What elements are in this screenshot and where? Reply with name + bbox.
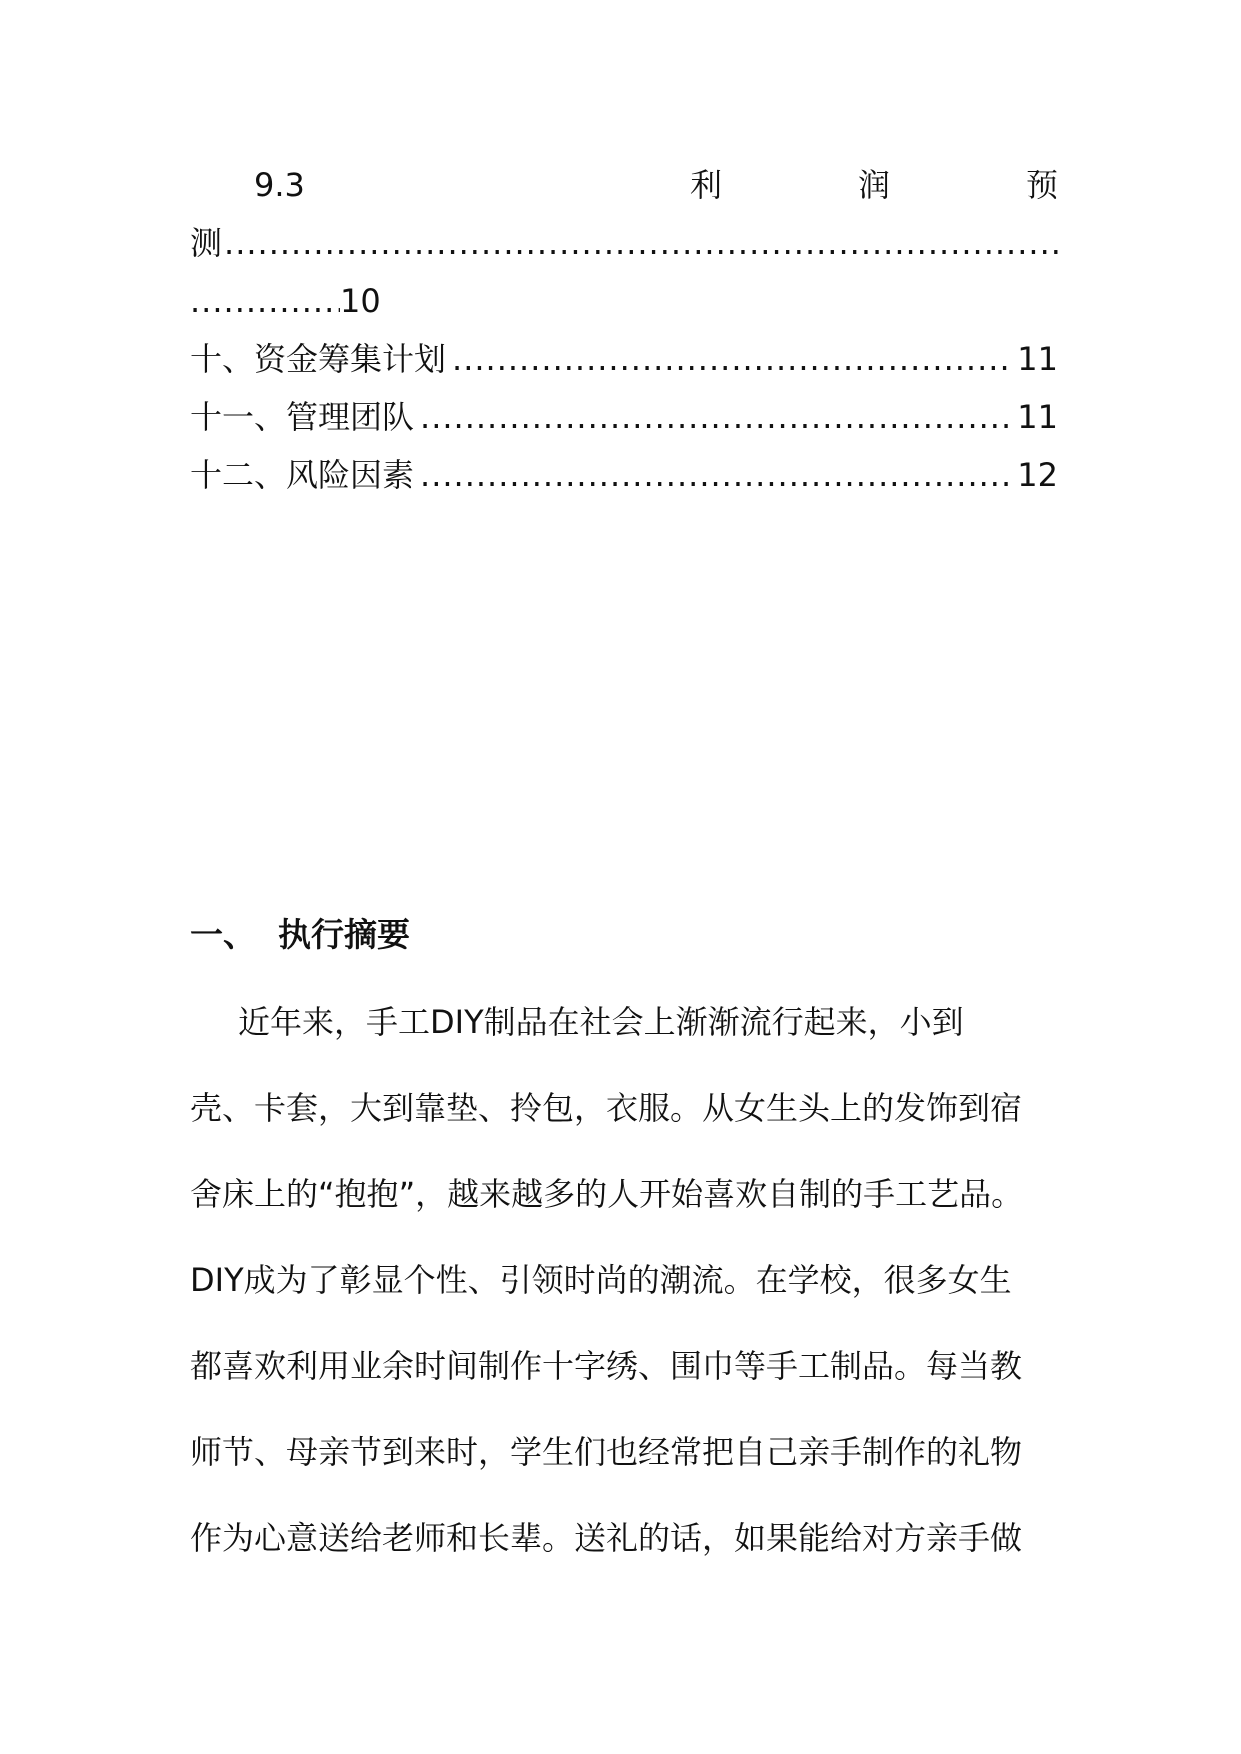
toc-entry-char: 预: [1025, 166, 1058, 204]
section-number: 一、: [190, 915, 256, 954]
toc-leader-dots: [420, 392, 1013, 442]
toc-entry-page-number: 10: [340, 282, 381, 320]
toc-entry-management-team[interactable]: [190, 392, 1058, 442]
toc-entry-label: 十、资金筹集计划: [190, 340, 447, 378]
toc-entry-9-3[interactable]: [190, 160, 1058, 210]
paragraph-line: 近年来，手工DIY制品在社会上渐渐流行起来，小到: [238, 1003, 964, 1041]
toc-entry-risk-factors[interactable]: [190, 450, 1058, 500]
toc-entry-char: 润: [857, 166, 890, 204]
toc-entry-page-number: 11: [1017, 340, 1058, 378]
toc-entry-9-3-continuation[interactable]: [190, 218, 1058, 268]
toc-entry-page-number: 12: [1017, 456, 1058, 494]
toc-entry-page-number: 11: [1017, 398, 1058, 436]
toc-entry-label: 十二、风险因素: [190, 456, 415, 494]
toc-leader-dots: [190, 276, 340, 326]
toc-entry-9-3-page-line[interactable]: [190, 276, 1058, 326]
paragraph-line: 舍床上的“抱抱”，越来越多的人开始喜欢自制的手工艺品。: [190, 1175, 1024, 1213]
toc-entry-label: 十一、管理团队: [190, 398, 415, 436]
paragraph-line: 壳、卡套，大到靠垫、拎包，衣服。从女生头上的发饰到宿: [190, 1089, 1023, 1127]
paragraph-line: 都喜欢利用业余时间制作十字绣、围巾等手工制品。每当教: [190, 1347, 1023, 1385]
toc-leader-dots: [452, 334, 1013, 384]
paragraph-line: 作为心意送给老师和长辈。送礼的话，如果能给对方亲手做: [190, 1519, 1023, 1557]
paragraph-line: DIY成为了彰显个性、引领时尚的潮流。在学校，很多女生: [190, 1261, 1012, 1299]
toc-entry-funding-plan[interactable]: [190, 334, 1058, 384]
toc-entry-char: 利: [689, 166, 722, 204]
toc-entry-9-3-heading-row: [190, 160, 1058, 210]
toc-leader-dots: [420, 450, 1013, 500]
toc-entry-continuation-char: 测: [190, 224, 223, 262]
toc-entry-number: 9.3: [254, 166, 305, 204]
section-heading: [190, 910, 410, 960]
section-title: 执行摘要: [278, 915, 410, 954]
toc-leader-dots: [224, 218, 1058, 268]
paragraph-line: 师节、母亲节到来时，学生们也经常把自己亲手制作的礼物: [190, 1433, 1023, 1471]
